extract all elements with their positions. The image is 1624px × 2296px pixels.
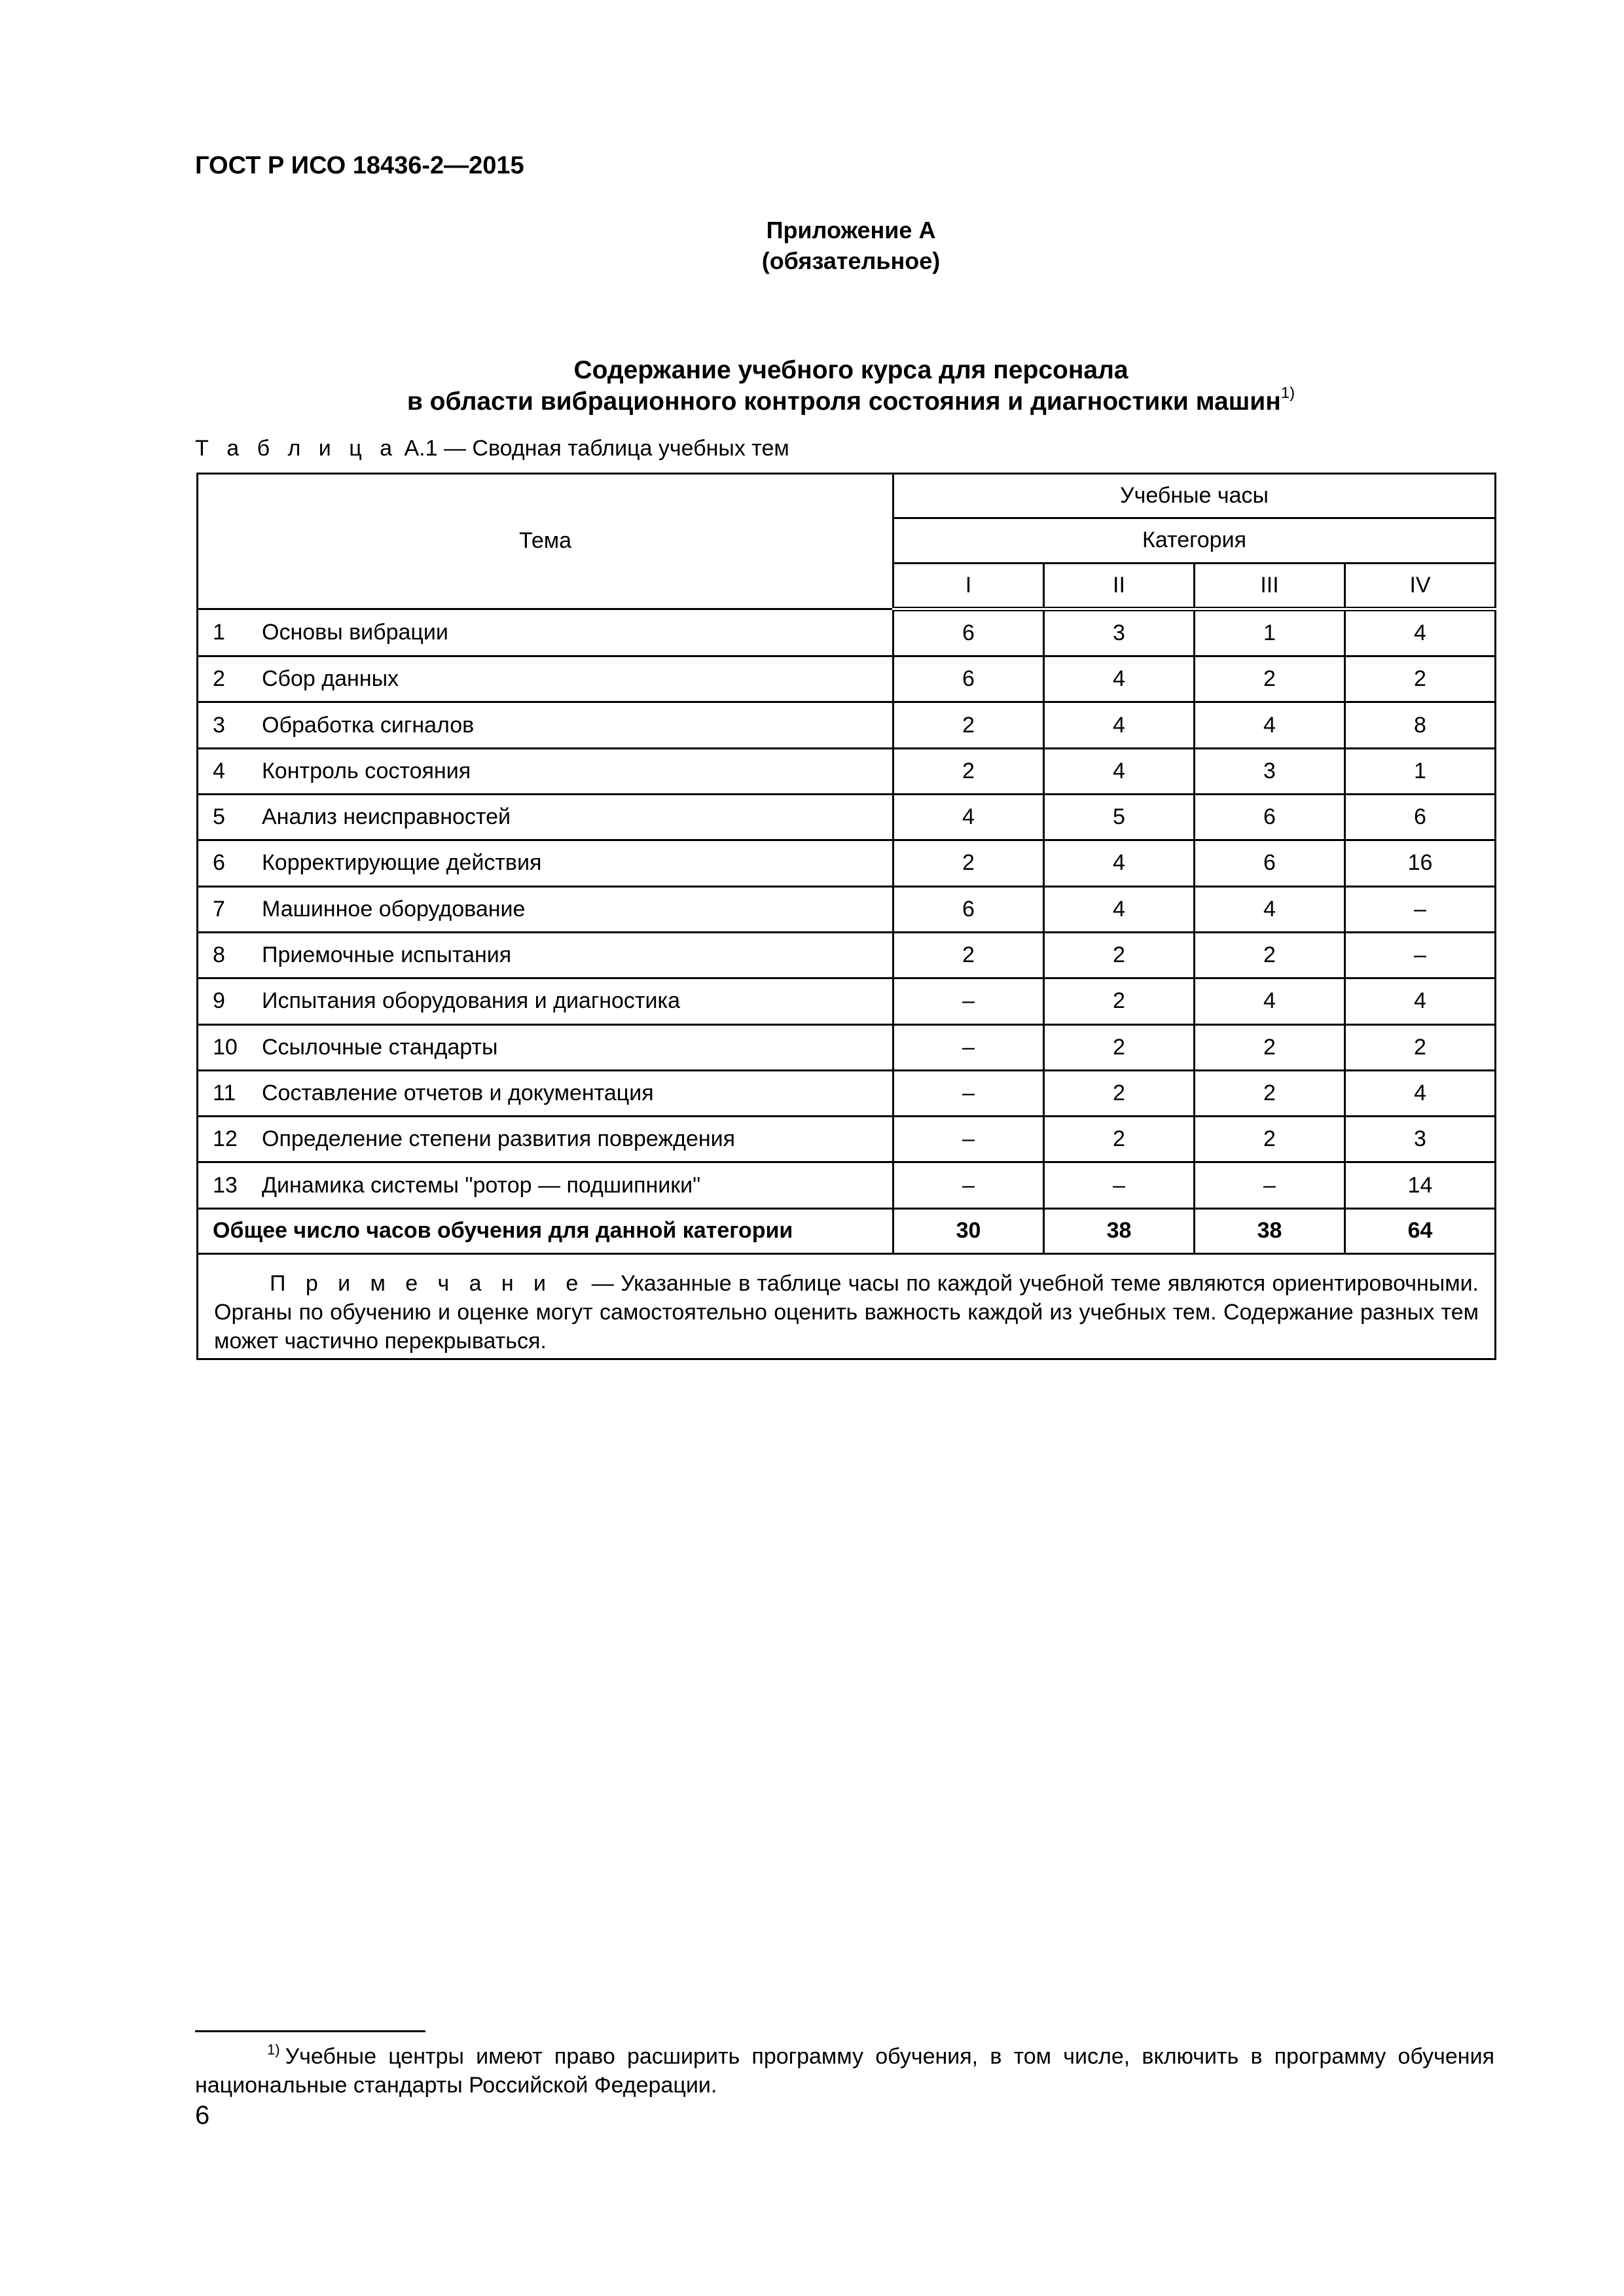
topic-number: 8: [213, 942, 225, 968]
topic-name: Составление отчетов и документация: [262, 1080, 654, 1105]
topic-name: Сбор данных: [262, 666, 399, 692]
topic-name: Определение степени развития повреждения: [262, 1126, 736, 1152]
table-row: [198, 702, 1496, 748]
hours-cell: 2: [1044, 932, 1195, 978]
hours-cell: 2: [1195, 1024, 1345, 1070]
hours-cell: 4: [1345, 1070, 1496, 1116]
hours-cell: 3: [1195, 748, 1345, 794]
topic-number: 12: [213, 1126, 238, 1152]
hours-cell: 2: [1195, 932, 1345, 978]
topic-cell: [198, 886, 893, 932]
hours-cell: 6: [893, 609, 1044, 656]
hours-cell: 2: [1345, 656, 1496, 702]
topic-number: 2: [213, 666, 225, 692]
topic-cell: [198, 1024, 893, 1070]
topic-cell: [198, 978, 893, 1024]
hours-cell: 6: [1195, 795, 1345, 840]
hours-cell: 6: [1345, 795, 1496, 840]
hours-cell: 2: [1195, 1117, 1345, 1162]
table-caption-label: Т а б л и ц а: [195, 436, 399, 461]
table-note: [198, 1253, 1496, 1359]
table-row: [198, 978, 1496, 1024]
hours-cell: 1: [1345, 748, 1496, 794]
topic-cell: [198, 1070, 893, 1116]
table-row: [198, 840, 1496, 886]
table-row: [198, 1162, 1496, 1208]
topic-number: 9: [213, 988, 225, 1014]
hours-cell: 2: [1195, 656, 1345, 702]
topic-cell: [198, 702, 893, 748]
table-row: [198, 1024, 1496, 1070]
hours-cell: 6: [1195, 840, 1345, 886]
category-III-header: III: [1195, 563, 1345, 609]
hours-cell: 6: [893, 656, 1044, 702]
hours-cell: –: [893, 978, 1044, 1024]
topic-cell: [198, 795, 893, 840]
topic-number: 6: [213, 850, 225, 876]
hours-cell: –: [893, 1024, 1044, 1070]
hours-cell: 4: [1044, 656, 1195, 702]
topic-number: 5: [213, 804, 225, 830]
topic-cell: [198, 1162, 893, 1208]
table-row: [198, 932, 1496, 978]
title-line-1: Содержание учебного курса для персонала: [573, 356, 1128, 384]
table-row: [198, 886, 1496, 932]
hours-cell: 16: [1345, 840, 1496, 886]
hours-cell: 2: [1044, 1024, 1195, 1070]
category-IV-header: IV: [1345, 563, 1496, 609]
topic-number: 10: [213, 1034, 238, 1060]
hours-cell: 4: [1345, 609, 1496, 656]
training-topics-table: [196, 473, 1496, 1360]
topic-number: 7: [213, 896, 225, 922]
hours-cell: 2: [893, 748, 1044, 794]
hours-cell: 4: [1044, 748, 1195, 794]
topic-name: Приемочные испытания: [262, 942, 512, 968]
total-label: Общее число часов обучения для данной категории: [198, 1208, 893, 1253]
document-header: ГОСТ Р ИСО 18436-2—2015: [195, 152, 524, 179]
table-row: [198, 795, 1496, 840]
hours-cell: 2: [1044, 978, 1195, 1024]
topic-name: Машинное оборудование: [262, 896, 526, 922]
footnote: [195, 2036, 1494, 2100]
hours-cell: –: [893, 1162, 1044, 1208]
hours-cell: 4: [1195, 886, 1345, 932]
table-row: [198, 748, 1496, 794]
topic-name: Контроль состояния: [262, 758, 471, 783]
topic-name: Обработка сигналов: [262, 712, 475, 738]
hours-cell: 2: [1345, 1024, 1496, 1070]
hours-cell: 8: [1345, 702, 1496, 748]
topic-cell: [198, 609, 893, 656]
table-total-row: [198, 1208, 1496, 1253]
hours-cell: 2: [1044, 1117, 1195, 1162]
footnote-divider: [195, 2030, 425, 2032]
hours-cell: 14: [1345, 1162, 1496, 1208]
title-footnote-mark: 1): [1280, 384, 1295, 402]
topic-name: Основы вибрации: [262, 619, 448, 645]
appendix-title: Приложение А: [766, 217, 936, 243]
topic-number: 4: [213, 758, 225, 783]
hours-cell: 1: [1195, 609, 1345, 656]
topic-number: 3: [213, 712, 225, 738]
table-header-row: [198, 474, 1496, 518]
hours-cell: 5: [1044, 795, 1195, 840]
topic-cell: [198, 932, 893, 978]
hours-cell: –: [893, 1117, 1044, 1162]
hours-cell: 4: [893, 795, 1044, 840]
hours-cell: 4: [1195, 702, 1345, 748]
topic-cell: [198, 1117, 893, 1162]
topic-name: Анализ неисправностей: [262, 804, 511, 830]
table-row: [198, 609, 1496, 656]
topic-name: Динамика системы "ротор — подшипники": [262, 1172, 701, 1198]
hours-cell: 2: [1195, 1070, 1345, 1116]
total-cell: 30: [893, 1208, 1044, 1253]
table-row: [198, 1070, 1496, 1116]
appendix-type: (обязательное): [761, 247, 941, 274]
topic-name: Корректирующие действия: [262, 850, 542, 876]
hours-cell: 3: [1345, 1117, 1496, 1162]
note-text: — Указанные в таблице часы по каждой учебной теме являются ориентировочными. Органы по обучению и оценке могут самостоятельно оценить важность каждой из учебных тем. Содержание разных тем может частично перекрываться.: [214, 1270, 1479, 1354]
table-body: [198, 609, 1496, 1208]
page-number: 6: [195, 2101, 210, 2130]
col-category-header: Категория: [893, 518, 1496, 563]
topic-cell: [198, 656, 893, 702]
hours-cell: –: [893, 1070, 1044, 1116]
table-row: [198, 656, 1496, 702]
hours-cell: –: [1044, 1162, 1195, 1208]
table-note-row: [198, 1253, 1496, 1359]
hours-cell: 2: [893, 932, 1044, 978]
hours-cell: 4: [1044, 886, 1195, 932]
topic-name: Испытания оборудования и диагностика: [262, 988, 681, 1014]
topic-name: Ссылочные стандарты: [262, 1034, 498, 1060]
category-I-header: I: [893, 563, 1044, 609]
table-caption-text: А.1 — Сводная таблица учебных тем: [398, 436, 789, 461]
total-cell: 38: [1195, 1208, 1345, 1253]
hours-cell: 4: [1195, 978, 1345, 1024]
table-caption: [195, 436, 789, 461]
topic-number: 11: [213, 1080, 236, 1105]
category-II-header: II: [1044, 563, 1195, 609]
col-topic-header: Тема: [198, 474, 893, 609]
note-label: П р и м е ч а н и е: [270, 1270, 585, 1296]
title-line-2-text: в области вибрационного контроля состояния и диагностики машин: [406, 387, 1281, 416]
hours-cell: –: [1345, 886, 1496, 932]
hours-cell: 4: [1044, 840, 1195, 886]
topic-cell: [198, 748, 893, 794]
hours-cell: 2: [893, 702, 1044, 748]
hours-cell: –: [1195, 1162, 1345, 1208]
table-row: [198, 1117, 1496, 1162]
col-hours-header: Учебные часы: [893, 474, 1496, 518]
hours-cell: 2: [1044, 1070, 1195, 1116]
topic-cell: [198, 840, 893, 886]
hours-cell: 3: [1044, 609, 1195, 656]
footnote-text: Учебные центры имеют право расширить программу обучения, в том числе, включить в программу обучения национальные стандарты Российской Федерации.: [195, 2044, 1494, 2098]
title-line-2: [0, 386, 1624, 418]
hours-cell: 6: [893, 886, 1044, 932]
total-cell: 38: [1044, 1208, 1195, 1253]
section-title: [0, 355, 1624, 418]
hours-cell: –: [1345, 932, 1496, 978]
hours-cell: 2: [893, 840, 1044, 886]
footnote-mark: 1): [267, 2041, 280, 2058]
hours-cell: 4: [1044, 702, 1195, 748]
topic-number: 1: [213, 619, 225, 645]
total-cell: 64: [1345, 1208, 1496, 1253]
hours-cell: 4: [1345, 978, 1496, 1024]
appendix-heading: [0, 215, 1624, 276]
topic-number: 13: [213, 1172, 238, 1198]
